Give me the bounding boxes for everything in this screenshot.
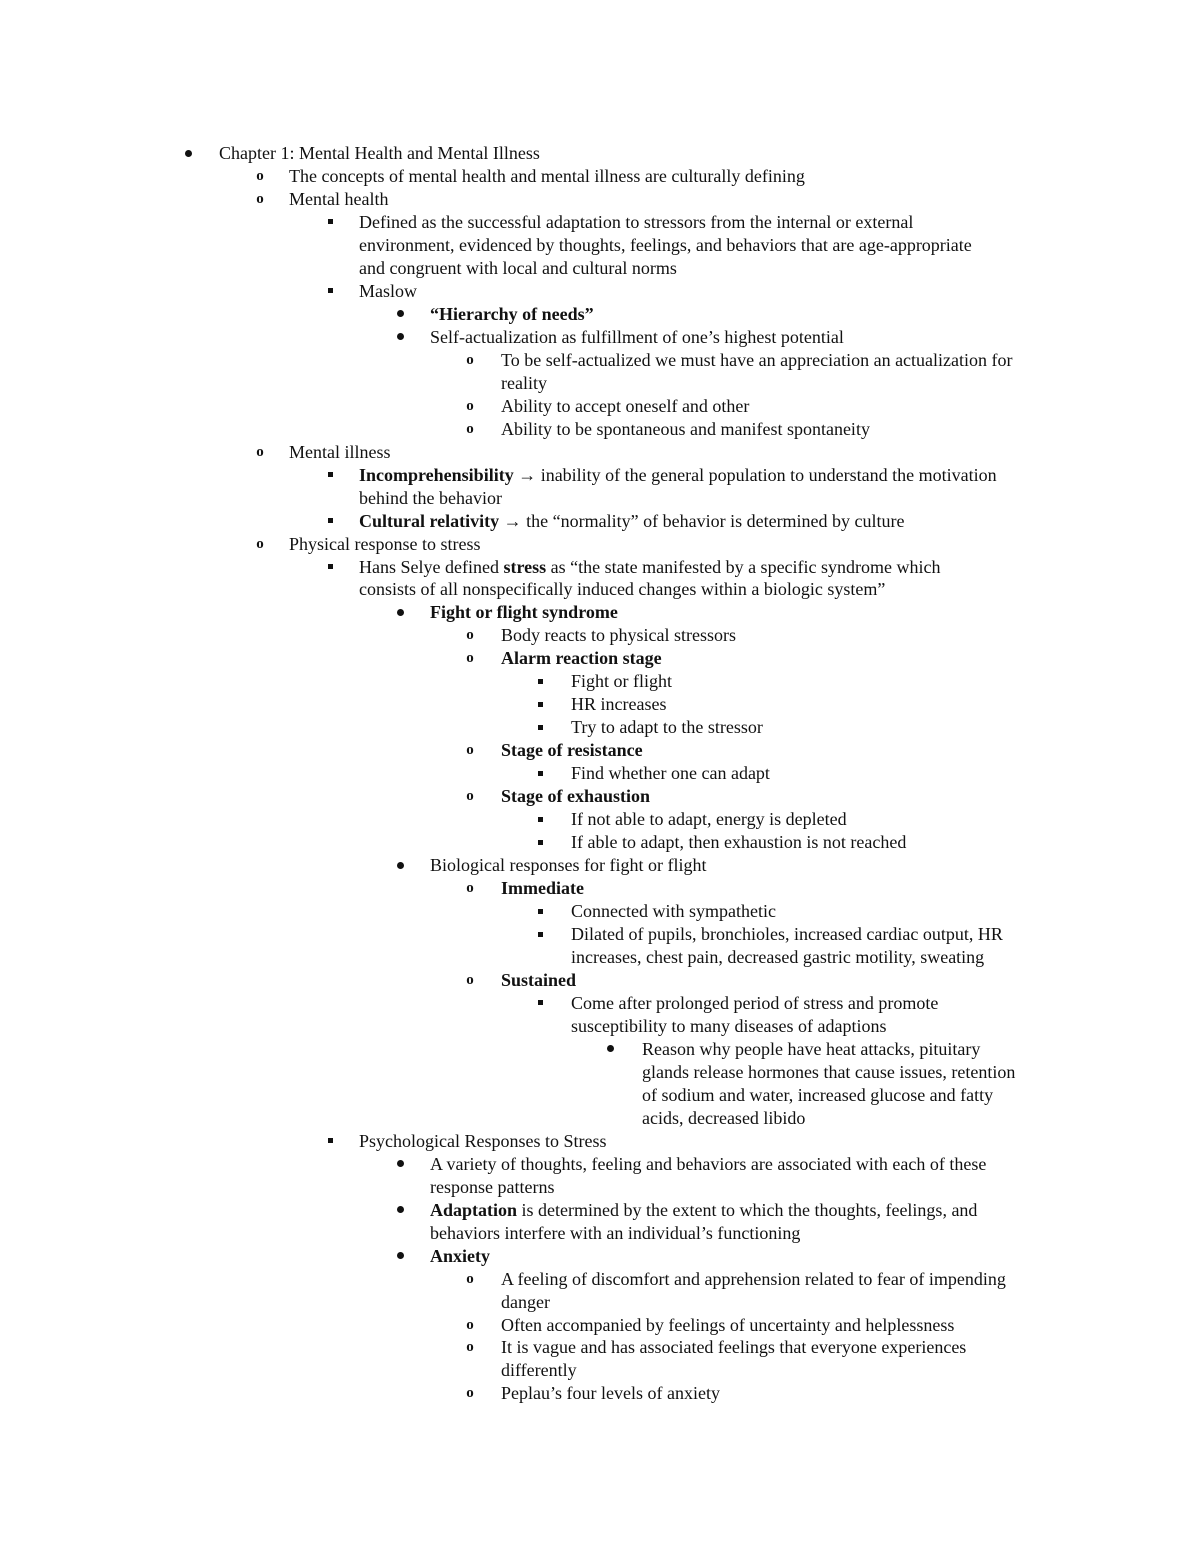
text-run: and congruent with local and cultural norms: [359, 257, 677, 278]
outline-text: [571, 900, 776, 922]
outline-text: [430, 854, 706, 876]
text-run: differently: [501, 1360, 577, 1381]
outline-text: [501, 969, 576, 991]
outline-text: [571, 923, 1003, 945]
outline-text: [430, 1245, 490, 1267]
bullet-dot-icon: [392, 1199, 408, 1221]
outline-text: [359, 280, 417, 302]
outline-text: [571, 808, 847, 830]
text-run: Dilated of pupils, bronchioles, increased cardiac output, HR: [571, 924, 1003, 944]
outline-text: [430, 1153, 986, 1175]
outline-text: [571, 946, 984, 968]
outline-text: [430, 303, 594, 325]
bold-term: Alarm reaction stage: [501, 648, 662, 669]
bold-term: Sustained: [501, 969, 577, 990]
text-run: Self-actualization as fulfillment of one’s highest potential: [430, 326, 844, 347]
text-run: Body reacts to physical stressors: [501, 625, 736, 646]
outline-text: [501, 739, 643, 761]
bullet-o-icon: o: [466, 742, 474, 759]
outline-text: [501, 624, 736, 646]
outline-text: [501, 785, 650, 807]
text-run: Biological responses for fight or flight: [430, 855, 707, 876]
text-run: Hans Selye defined: [359, 556, 504, 577]
outline-text: [289, 165, 805, 187]
text-run: glands release hormones that cause issues, retention: [642, 1061, 1016, 1082]
text-run: reality: [501, 372, 547, 393]
outline-text: [501, 1336, 966, 1358]
outline-text: [642, 1038, 980, 1060]
outline-text: [501, 372, 547, 394]
outline-text: [501, 349, 1013, 371]
text-run: behind the behavior: [359, 487, 502, 508]
text-run: Come after prolonged period of stress and promote: [571, 992, 939, 1013]
bold-term: Stage of resistance: [501, 740, 643, 761]
bullet-o-icon: o: [466, 650, 474, 667]
bullet-o-icon: o: [466, 1385, 474, 1402]
bullet-o-icon: o: [466, 880, 474, 896]
text-run: Mental illness: [289, 441, 391, 462]
bold-term: Adaptation: [430, 1199, 518, 1220]
outline-text: [501, 1314, 954, 1336]
text-run: Often accompanied by feelings of uncertainty and helplessness: [501, 1314, 955, 1335]
bullet-o-icon: o: [256, 190, 264, 207]
outline-text: [501, 647, 662, 669]
bullet-o-icon: o: [466, 627, 474, 644]
bullet-o-icon: o: [256, 443, 264, 460]
text-run: the “normality” of behavior is determined by culture: [526, 510, 905, 531]
bullet-o-icon: o: [466, 1270, 474, 1287]
text-run: Try to adapt to the stressor: [571, 717, 763, 738]
bullet-dot-icon: [392, 303, 408, 325]
bullet-square-icon: [532, 992, 548, 1014]
outline-text: [571, 831, 906, 853]
bold-term: Cultural relativity: [359, 510, 500, 531]
outline-text: [430, 1199, 977, 1221]
bullet-o-icon: o: [256, 535, 264, 552]
outline-text: [501, 1359, 577, 1381]
outline-text: [571, 670, 672, 692]
outline-text: [359, 487, 502, 509]
text-run: increases, chest pain, decreased gastric motility, sweating: [571, 946, 985, 967]
bullet-o-icon: o: [466, 351, 474, 368]
bold-term: →: [513, 464, 541, 485]
bullet-square-icon: [322, 280, 338, 302]
text-run: inability of the general population to understand the motivation: [540, 464, 997, 485]
bullet-o-icon: o: [466, 971, 474, 988]
bold-term: Fight or flight syndrome: [430, 602, 618, 623]
text-run: response patterns: [430, 1176, 555, 1197]
outline-text: [430, 601, 618, 623]
text-run: If not able to adapt, energy is depleted: [571, 809, 847, 830]
outline-text: [359, 257, 677, 279]
text-run: Psychological Responses to Stress: [359, 1130, 607, 1151]
outline-text: [359, 464, 997, 486]
bullet-o-icon: o: [466, 420, 474, 437]
outline-text: [359, 578, 885, 600]
text-run: To be self-actualized we must have an appreciation an actualization for: [501, 349, 1013, 370]
bullet-square-icon: [532, 716, 548, 738]
text-run: Fight or flight: [571, 671, 673, 692]
text-run: susceptibility to many diseases of adaptions: [571, 1015, 887, 1036]
text-run: danger: [501, 1291, 550, 1312]
outline-text: [642, 1061, 1015, 1083]
text-run: acids, decreased libido: [642, 1107, 806, 1128]
text-run: Find whether one can adapt: [571, 763, 770, 784]
text-run: Chapter 1: Mental Health and Mental Illness: [219, 143, 540, 163]
text-run: A variety of thoughts, feeling and behaviors are associated with each of these: [430, 1153, 987, 1174]
bullet-o-icon: o: [466, 1339, 474, 1356]
outline-text: [501, 1291, 550, 1313]
text-run: Reason why people have heat attacks, pituitary: [642, 1038, 981, 1059]
text-run: of sodium and water, increased glucose and fatty: [642, 1084, 994, 1105]
text-run: HR increases: [571, 694, 667, 715]
bullet-dot-icon: [392, 601, 408, 623]
bullet-square-icon: [532, 900, 548, 922]
outline-text: [642, 1107, 805, 1129]
text-run: Ability to accept oneself and other: [501, 395, 750, 416]
outline-text: [501, 1382, 720, 1404]
bullet-square-icon: [322, 211, 338, 233]
outline-text: [501, 395, 749, 417]
bullet-square-icon: [532, 693, 548, 715]
outline-text: [501, 1268, 1006, 1290]
bullet-square-icon: [532, 670, 548, 692]
outline-text: [359, 1130, 607, 1152]
outline-text: [430, 1222, 800, 1244]
outline-text: [571, 992, 938, 1014]
text-run: If able to adapt, then exhaustion is not reached: [571, 832, 907, 853]
text-run: Connected with sympathetic: [571, 901, 776, 921]
bullet-dot-icon: [602, 1038, 618, 1060]
text-run: consists of all nonspecifically induced changes within a biologic system”: [359, 579, 886, 600]
bold-term: “Hierarchy of needs”: [430, 303, 594, 324]
bold-term: Immediate: [501, 878, 584, 898]
text-run: Mental health: [289, 188, 389, 209]
bold-term: stress: [503, 556, 547, 577]
text-run: Maslow: [359, 280, 417, 301]
bullet-square-icon: [532, 808, 548, 830]
bullet-o-icon: o: [466, 788, 474, 805]
outline-text: [501, 877, 584, 899]
text-run: The concepts of mental health and mental illness are culturally defining: [289, 166, 805, 186]
bullet-square-icon: [322, 556, 338, 578]
outline-text: [642, 1084, 993, 1106]
text-run: Peplau’s four levels of anxiety: [501, 1383, 720, 1404]
bold-term: →: [499, 510, 527, 531]
bullet-dot-icon: [180, 142, 196, 164]
text-run: Physical response to stress: [289, 533, 481, 554]
outline-text: [571, 762, 770, 784]
text-run: as “the state manifested by a specific syndrome which: [546, 556, 941, 577]
bullet-square-icon: [532, 831, 548, 853]
bullet-square-icon: [532, 923, 548, 945]
bullet-o-icon: o: [256, 168, 264, 184]
outline-text: [571, 716, 763, 738]
outline-text: [430, 1176, 554, 1198]
text-run: Ability to be spontaneous and manifest spontaneity: [501, 418, 870, 439]
text-run: is determined by the extent to which the thoughts, feelings, and: [517, 1199, 978, 1220]
text-run: A feeling of discomfort and apprehension related to fear of impending: [501, 1268, 1006, 1289]
outline-text: [289, 188, 388, 210]
bullet-square-icon: [322, 464, 338, 486]
text-run: Defined as the successful adaptation to stressors from the internal or external: [359, 211, 914, 232]
text-run: environment, evidenced by thoughts, feelings, and behaviors that are age-appropriate: [359, 234, 972, 255]
outline-text: [571, 693, 666, 715]
outline-text: [430, 326, 844, 348]
outline-text: [571, 1015, 886, 1037]
outline-text: [289, 441, 391, 463]
bullet-dot-icon: [392, 854, 408, 876]
bold-term: Incomprehensibility: [359, 464, 514, 485]
bullet-o-icon: o: [466, 397, 474, 414]
text-run: behaviors interfere with an individual’s functioning: [430, 1222, 801, 1243]
bullet-dot-icon: [392, 1153, 408, 1175]
outline-text: [359, 556, 941, 578]
text-run: It is vague and has associated feelings that everyone experiences: [501, 1337, 967, 1358]
bullet-dot-icon: [392, 326, 408, 348]
bullet-square-icon: [532, 762, 548, 784]
bullet-square-icon: [322, 510, 338, 532]
outline-text: [501, 418, 870, 440]
bold-term: Anxiety: [430, 1245, 490, 1266]
outline-text: [359, 211, 913, 233]
bullet-o-icon: o: [466, 1316, 474, 1333]
bullet-dot-icon: [392, 1245, 408, 1267]
outline-text: [359, 234, 972, 256]
bullet-square-icon: [322, 1130, 338, 1152]
outline-text: [289, 533, 480, 555]
outline-text: [219, 142, 540, 164]
outline-text: [359, 510, 905, 532]
bold-term: Stage of exhaustion: [501, 786, 651, 807]
